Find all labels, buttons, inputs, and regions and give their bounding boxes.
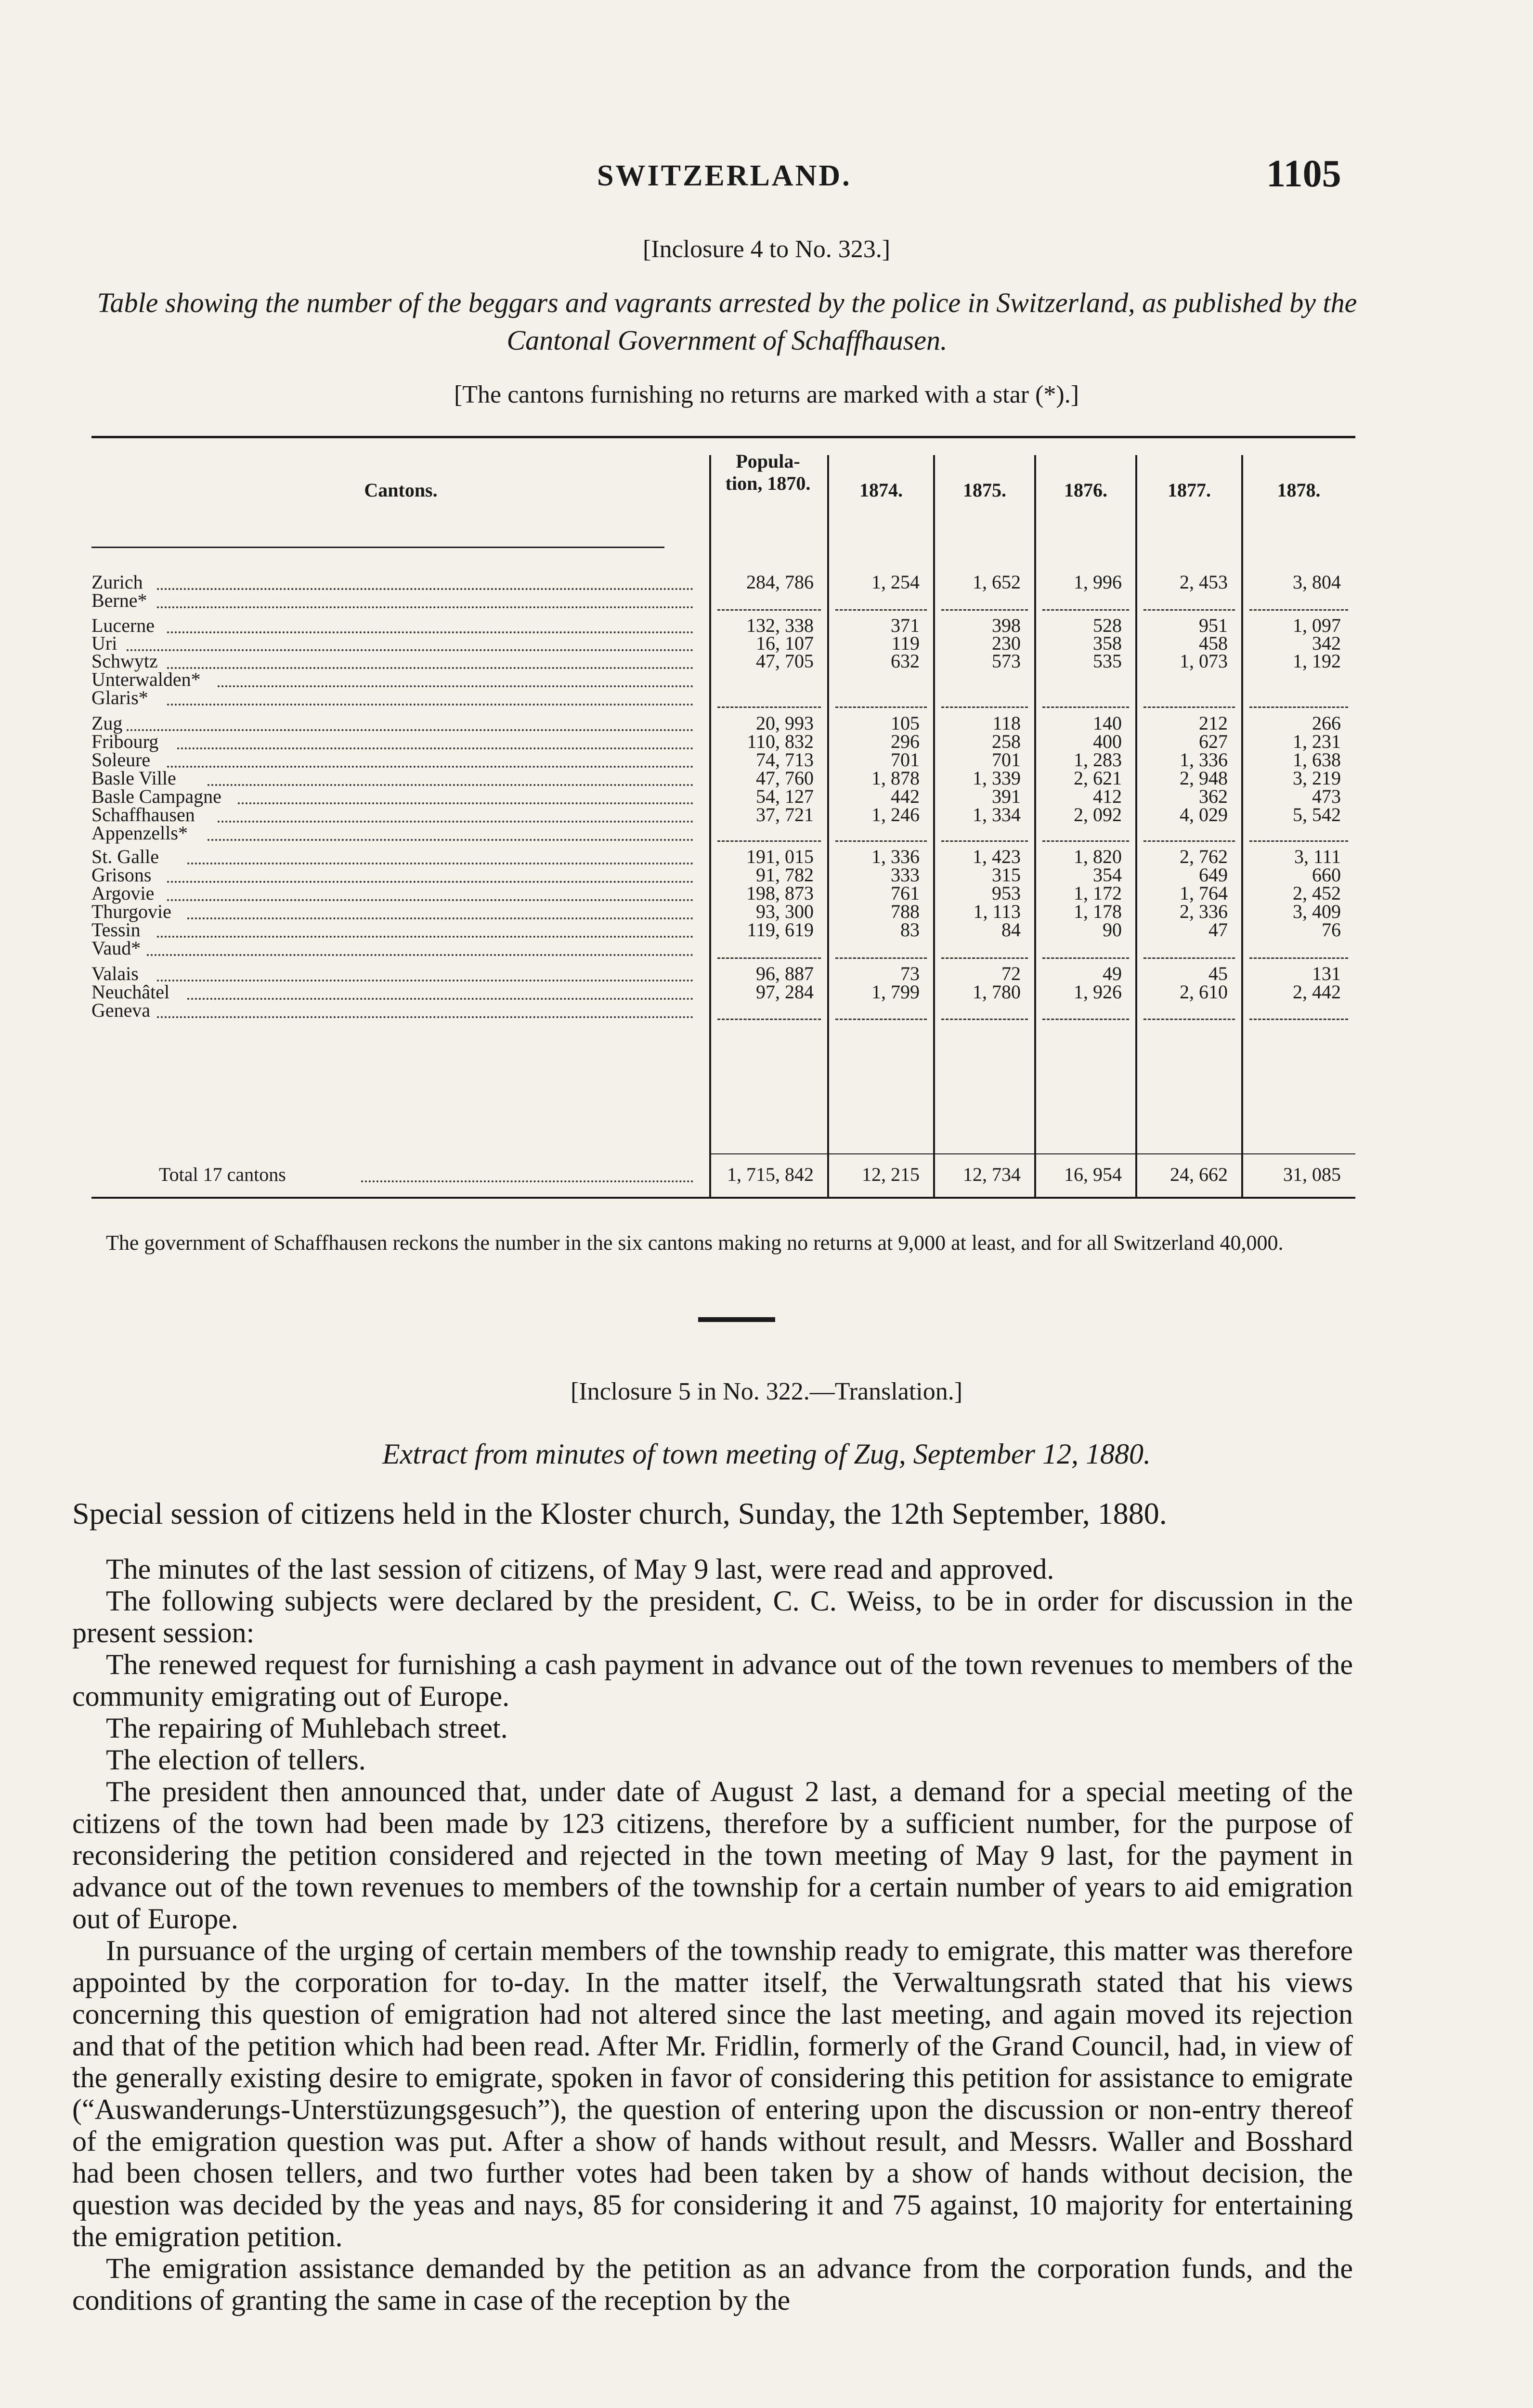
table-cell: 315 — [992, 864, 1021, 886]
table-cell: 47 — [1208, 919, 1228, 941]
group-separator — [941, 957, 1028, 959]
paragraph: The election of tellers. — [106, 1744, 366, 1776]
paragraph: The repairing of Muhlebach street. — [106, 1712, 508, 1744]
table-cell: 573 — [992, 650, 1021, 672]
table-cell: 2, 452 — [1293, 882, 1341, 904]
row-leader — [187, 863, 693, 864]
canton-name: Vaud* — [91, 937, 141, 959]
canton-name: Soleure — [91, 749, 151, 771]
table-cell: 1, 423 — [973, 846, 1021, 867]
table-cell: 354 — [1093, 864, 1122, 886]
table-cell: 132, 338 — [746, 615, 814, 636]
header-col: 1874. — [859, 479, 903, 501]
canton-name: Schaffhausen — [91, 804, 195, 825]
table-cell: 45 — [1208, 963, 1228, 984]
table-cell: 362 — [1199, 785, 1228, 807]
table-cell: 1, 336 — [871, 846, 920, 867]
paragraph: The renewed request for furnishing a cash payment in advance out of the town revenues to members of the community emigrating out of Europe. — [72, 1649, 1353, 1712]
group-separator — [835, 609, 927, 611]
table-cell: 96, 887 — [756, 963, 814, 984]
table-cell: 1, 178 — [1074, 901, 1122, 922]
row-leader — [157, 980, 693, 982]
table-cell: 1, 192 — [1293, 650, 1341, 672]
canton-name: Uri — [91, 632, 117, 654]
table-cell: 212 — [1199, 712, 1228, 734]
table-cell: 3, 111 — [1294, 846, 1341, 867]
extract-title: Extract from minutes of town meeting of Zug, September 12, 1880. — [382, 1438, 1151, 1470]
table-cell: 140 — [1093, 712, 1122, 734]
row-leader — [167, 881, 693, 883]
table-cell: 1, 878 — [871, 767, 920, 789]
header-col: 1878. — [1277, 479, 1321, 501]
table-cell: 391 — [992, 785, 1021, 807]
table-cell: 72 — [1001, 963, 1021, 984]
row-leader — [127, 649, 693, 651]
group-separator — [717, 957, 821, 959]
canton-name: Geneva — [91, 999, 151, 1021]
table-cell: 93, 300 — [756, 901, 814, 922]
table-cell: 1, 926 — [1074, 981, 1122, 1003]
table-cell: 3, 804 — [1293, 571, 1341, 593]
table-cell: 73 — [900, 963, 920, 984]
table-cell: 2, 442 — [1293, 981, 1341, 1003]
group-separator — [1143, 1019, 1235, 1020]
table-cell: 5, 542 — [1293, 804, 1341, 825]
group-separator — [835, 957, 927, 959]
table-cell: 1, 172 — [1074, 882, 1122, 904]
table-cell: 701 — [992, 749, 1021, 771]
table-cell: 3, 409 — [1293, 901, 1341, 922]
table-cell: 1, 113 — [973, 901, 1021, 922]
table-cell: 788 — [891, 901, 920, 922]
group-separator — [717, 840, 821, 842]
table-cell: 1, 246 — [871, 804, 920, 825]
group-separator — [1249, 609, 1348, 611]
group-separator — [941, 840, 1028, 842]
canton-name: Basle Campagne — [91, 785, 221, 807]
table-cell: 400 — [1093, 731, 1122, 752]
row-leader — [167, 704, 693, 706]
table-cell: 49 — [1103, 963, 1122, 984]
paragraph: The minutes of the last session of citizens, of May 9 last, were read and approved. — [106, 1553, 1054, 1585]
total-cell: 24, 662 — [1170, 1164, 1228, 1185]
row-leader — [147, 954, 693, 956]
canton-name: Appenzells* — [91, 822, 188, 844]
table-caption: Table showing the number of the beggars and vagrants arrested by the police in Switzerland, as published by the Cantonal Government of Schaffhausen. — [97, 287, 1357, 356]
paragraph: The president then announced that, under date of August 2 last, a demand for a special meeting of the citizens of the town had been made by 123 citizens, therefore by a sufficient number, for the purpose of reconsidering the petition considered and rejected in the town meeting of May 9 last, for the payment in advance out of the town revenues to members of the township for a certain number of years to aid emigration out of Europe. — [72, 1776, 1353, 1935]
table-cell: 91, 782 — [756, 864, 814, 886]
table-cell: 649 — [1199, 864, 1228, 886]
total-cell: 16, 954 — [1064, 1164, 1122, 1185]
group-separator — [835, 707, 927, 708]
table-cell: 110, 832 — [747, 731, 814, 752]
total-leader — [361, 1180, 693, 1182]
canton-name: Tessin — [91, 919, 141, 941]
table-cell: 1, 283 — [1074, 749, 1122, 771]
table-cell: 47, 760 — [756, 767, 814, 789]
table-cell: 761 — [891, 882, 920, 904]
inclosure-4-heading: [Inclosure 4 to No. 323.] — [642, 236, 891, 263]
table-cell: 131 — [1312, 963, 1341, 984]
group-separator — [717, 609, 821, 611]
group-separator — [835, 840, 927, 842]
row-leader — [238, 802, 693, 804]
table-cell: 473 — [1312, 785, 1341, 807]
total-rule — [710, 1153, 1355, 1154]
table-cell: 528 — [1093, 615, 1122, 636]
canton-name: Zurich — [91, 571, 143, 593]
beggars-vagrants-table — [91, 436, 1355, 1216]
table-cell: 342 — [1312, 632, 1341, 654]
table-cell: 1, 231 — [1293, 731, 1341, 752]
row-leader — [157, 588, 693, 590]
canton-name: Glaris* — [91, 687, 148, 708]
row-leader — [208, 784, 693, 786]
table-cell: 701 — [891, 749, 920, 771]
row-leader — [157, 936, 693, 938]
table-cell: 2, 621 — [1074, 767, 1122, 789]
table-cell: 1, 652 — [973, 571, 1021, 593]
canton-name: Grisons — [91, 864, 152, 886]
table-cell: 2, 948 — [1180, 767, 1228, 789]
table-cell: 660 — [1312, 864, 1341, 886]
paragraph: The emigration assistance demanded by the petition as an advance from the corporation funds, and the conditions of granting the same in case of the reception by the — [72, 2252, 1353, 2316]
table-cell: 2, 610 — [1180, 981, 1228, 1003]
table-star-note: [The cantons furnishing no returns are marked with a star (*).] — [454, 381, 1079, 408]
group-separator — [1143, 957, 1235, 959]
total-cell: 12, 215 — [862, 1164, 920, 1185]
table-cell: 1, 339 — [973, 767, 1021, 789]
canton-name: Neuchâtel — [91, 981, 170, 1003]
canton-name: Schwytz — [91, 650, 158, 672]
paragraph: The following subjects were declared by the president, C. C. Weiss, to be in order for discussion in the present session: — [72, 1585, 1353, 1649]
session-text: Special session of citizens held in the Kloster church, Sunday, the 12th September, 1880. — [72, 1496, 1167, 1531]
header-col: Popula- tion, 1870. — [725, 450, 811, 494]
inclosure-5-heading: [Inclosure 5 in No. 322.—Translation.] — [570, 1378, 963, 1405]
table-header-rule — [91, 547, 664, 548]
header-col: 1875. — [963, 479, 1006, 501]
group-separator — [941, 1019, 1028, 1020]
group-separator — [1249, 707, 1348, 708]
table-cell: 83 — [900, 919, 920, 941]
total-cell: 1, 715, 842 — [727, 1164, 814, 1185]
group-separator — [717, 1019, 821, 1020]
row-leader — [167, 667, 693, 669]
group-separator — [1042, 707, 1129, 708]
table-cell: 358 — [1093, 632, 1122, 654]
group-separator — [717, 707, 821, 708]
row-leader — [208, 839, 693, 841]
canton-name: Basle Ville — [91, 767, 176, 789]
table-cell: 119, 619 — [747, 919, 814, 941]
table-cell: 1, 254 — [871, 571, 920, 593]
row-leader — [187, 917, 693, 919]
running-head: SWITZERLAND. — [597, 159, 852, 192]
canton-name: Berne* — [91, 589, 147, 611]
header-col: 1877. — [1168, 479, 1211, 501]
table-bottom-rule — [91, 1197, 1355, 1199]
canton-name: Fribourg — [91, 731, 159, 752]
table-cell: 371 — [891, 615, 920, 636]
group-separator — [941, 707, 1028, 708]
canton-name: Valais — [91, 963, 139, 984]
table-cell: 458 — [1199, 632, 1228, 654]
table-cell: 3, 219 — [1293, 767, 1341, 789]
group-separator — [1042, 1019, 1129, 1020]
row-leader — [157, 1016, 693, 1018]
group-separator — [1042, 840, 1129, 842]
row-leader — [127, 729, 693, 731]
table-cell: 119 — [891, 632, 920, 654]
paragraph: In pursuance of the urging of certain members of the township ready to emigrate, this matter was therefore appointed by the corporation for to-day. In the matter itself, the Verwaltungsrath stated that his views concerning this question of emigration had not altered since the last meeting, and again moved its rejection and that of the petition which had been read. After Mr. Fridlin, formerly of the Grand Council, had, in view of the generally existing desire to emigrate, spoken in favor of considering this petition for assistance to emigrate (“Auswanderungs-Unterstüzungsgesuch”), the question of entering upon the discussion or non-entry thereof of the emigration question was put. After a show of hands without result, and Messrs. Waller and Bosshard had been chosen tellers, and two further votes had been taken by a show of hands without decision, the question was decided by the yeas and nays, 85 for considering it and 75 against, 10 majority for entertaining the emigration petition. — [72, 1935, 1353, 2252]
table-cell: 258 — [992, 731, 1021, 752]
table-cell: 1, 799 — [871, 981, 920, 1003]
table-cell: 2, 453 — [1180, 571, 1228, 593]
total-cell: 31, 085 — [1283, 1164, 1341, 1185]
table-cell: 198, 873 — [746, 882, 814, 904]
total-cell: 12, 734 — [963, 1164, 1021, 1185]
table-cell: 296 — [891, 731, 920, 752]
table-cell: 333 — [891, 864, 920, 886]
row-leader — [218, 685, 693, 687]
session-line — [72, 1498, 1353, 1530]
row-leader — [187, 998, 693, 1000]
group-separator — [1143, 707, 1235, 708]
table-cell: 1, 097 — [1293, 615, 1341, 636]
minutes-body — [72, 1553, 1353, 2316]
canton-name: Argovie — [91, 882, 155, 904]
group-separator — [941, 609, 1028, 611]
group-separator — [835, 1019, 927, 1020]
table-cell: 2, 092 — [1074, 804, 1122, 825]
header-cantons: Cantons. — [364, 479, 438, 501]
table-cell: 90 — [1103, 919, 1122, 941]
group-separator — [1143, 609, 1235, 611]
group-separator — [1249, 1019, 1348, 1020]
table-cell: 118 — [992, 712, 1021, 734]
table-cell: 230 — [992, 632, 1021, 654]
row-leader — [177, 747, 693, 749]
canton-name: Thurgovie — [91, 901, 171, 922]
group-separator — [1143, 840, 1235, 842]
header-col: 1876. — [1064, 479, 1107, 501]
table-cell: 266 — [1312, 712, 1341, 734]
group-separator — [1249, 840, 1348, 842]
table-cell: 442 — [891, 785, 920, 807]
table-cell: 54, 127 — [756, 785, 814, 807]
table-cell: 1, 764 — [1180, 882, 1228, 904]
page-number: 1105 — [1266, 153, 1341, 195]
table-cell: 74, 713 — [756, 749, 814, 771]
canton-name: Lucerne — [91, 615, 155, 636]
row-leader — [167, 766, 693, 768]
table-cell: 1, 073 — [1180, 650, 1228, 672]
table-cell: 20, 993 — [756, 712, 814, 734]
table-cell: 951 — [1199, 615, 1228, 636]
table-footnote: The government of Schaffhausen reckons the number in the six cantons making no returns at 9,000 at least, and for all Switzerland 40,000. — [106, 1231, 1284, 1255]
table-cell: 97, 284 — [756, 981, 814, 1003]
table-cell: 284, 786 — [746, 571, 814, 593]
total-label: Total 17 cantons — [159, 1164, 286, 1185]
table-cell: 16, 107 — [756, 632, 814, 654]
table-cell: 1, 820 — [1074, 846, 1122, 867]
table-cell: 953 — [992, 882, 1021, 904]
table-cell: 412 — [1093, 785, 1122, 807]
group-separator — [1249, 957, 1348, 959]
table-top-rule — [91, 436, 1355, 438]
table-cell: 2, 336 — [1180, 901, 1228, 922]
table-cell: 1, 638 — [1293, 749, 1341, 771]
table-cell: 4, 029 — [1180, 804, 1228, 825]
table-cell: 37, 721 — [756, 804, 814, 825]
row-leader — [167, 899, 693, 901]
table-cell: 76 — [1322, 919, 1341, 941]
group-separator — [1042, 957, 1129, 959]
canton-name: St. Galle — [91, 846, 159, 867]
canton-name: Unterwalden* — [91, 668, 201, 690]
table-cell: 105 — [891, 712, 920, 734]
table-cell: 191, 015 — [746, 846, 814, 867]
section-divider — [698, 1317, 775, 1322]
row-leader — [157, 606, 693, 608]
canton-name: Zug — [91, 712, 123, 734]
table-cell: 1, 996 — [1074, 571, 1122, 593]
table-cell: 84 — [1001, 919, 1021, 941]
table-cell: 535 — [1093, 650, 1122, 672]
table-cell: 632 — [891, 650, 920, 672]
row-leader — [218, 821, 693, 823]
table-cell: 2, 762 — [1180, 846, 1228, 867]
table-cell: 627 — [1199, 731, 1228, 752]
group-separator — [1042, 609, 1129, 611]
row-leader — [167, 631, 693, 633]
table-cell: 398 — [992, 615, 1021, 636]
table-cell: 47, 705 — [756, 650, 814, 672]
table-cell: 1, 336 — [1180, 749, 1228, 771]
table-cell: 1, 780 — [973, 981, 1021, 1003]
table-cell: 1, 334 — [973, 804, 1021, 825]
